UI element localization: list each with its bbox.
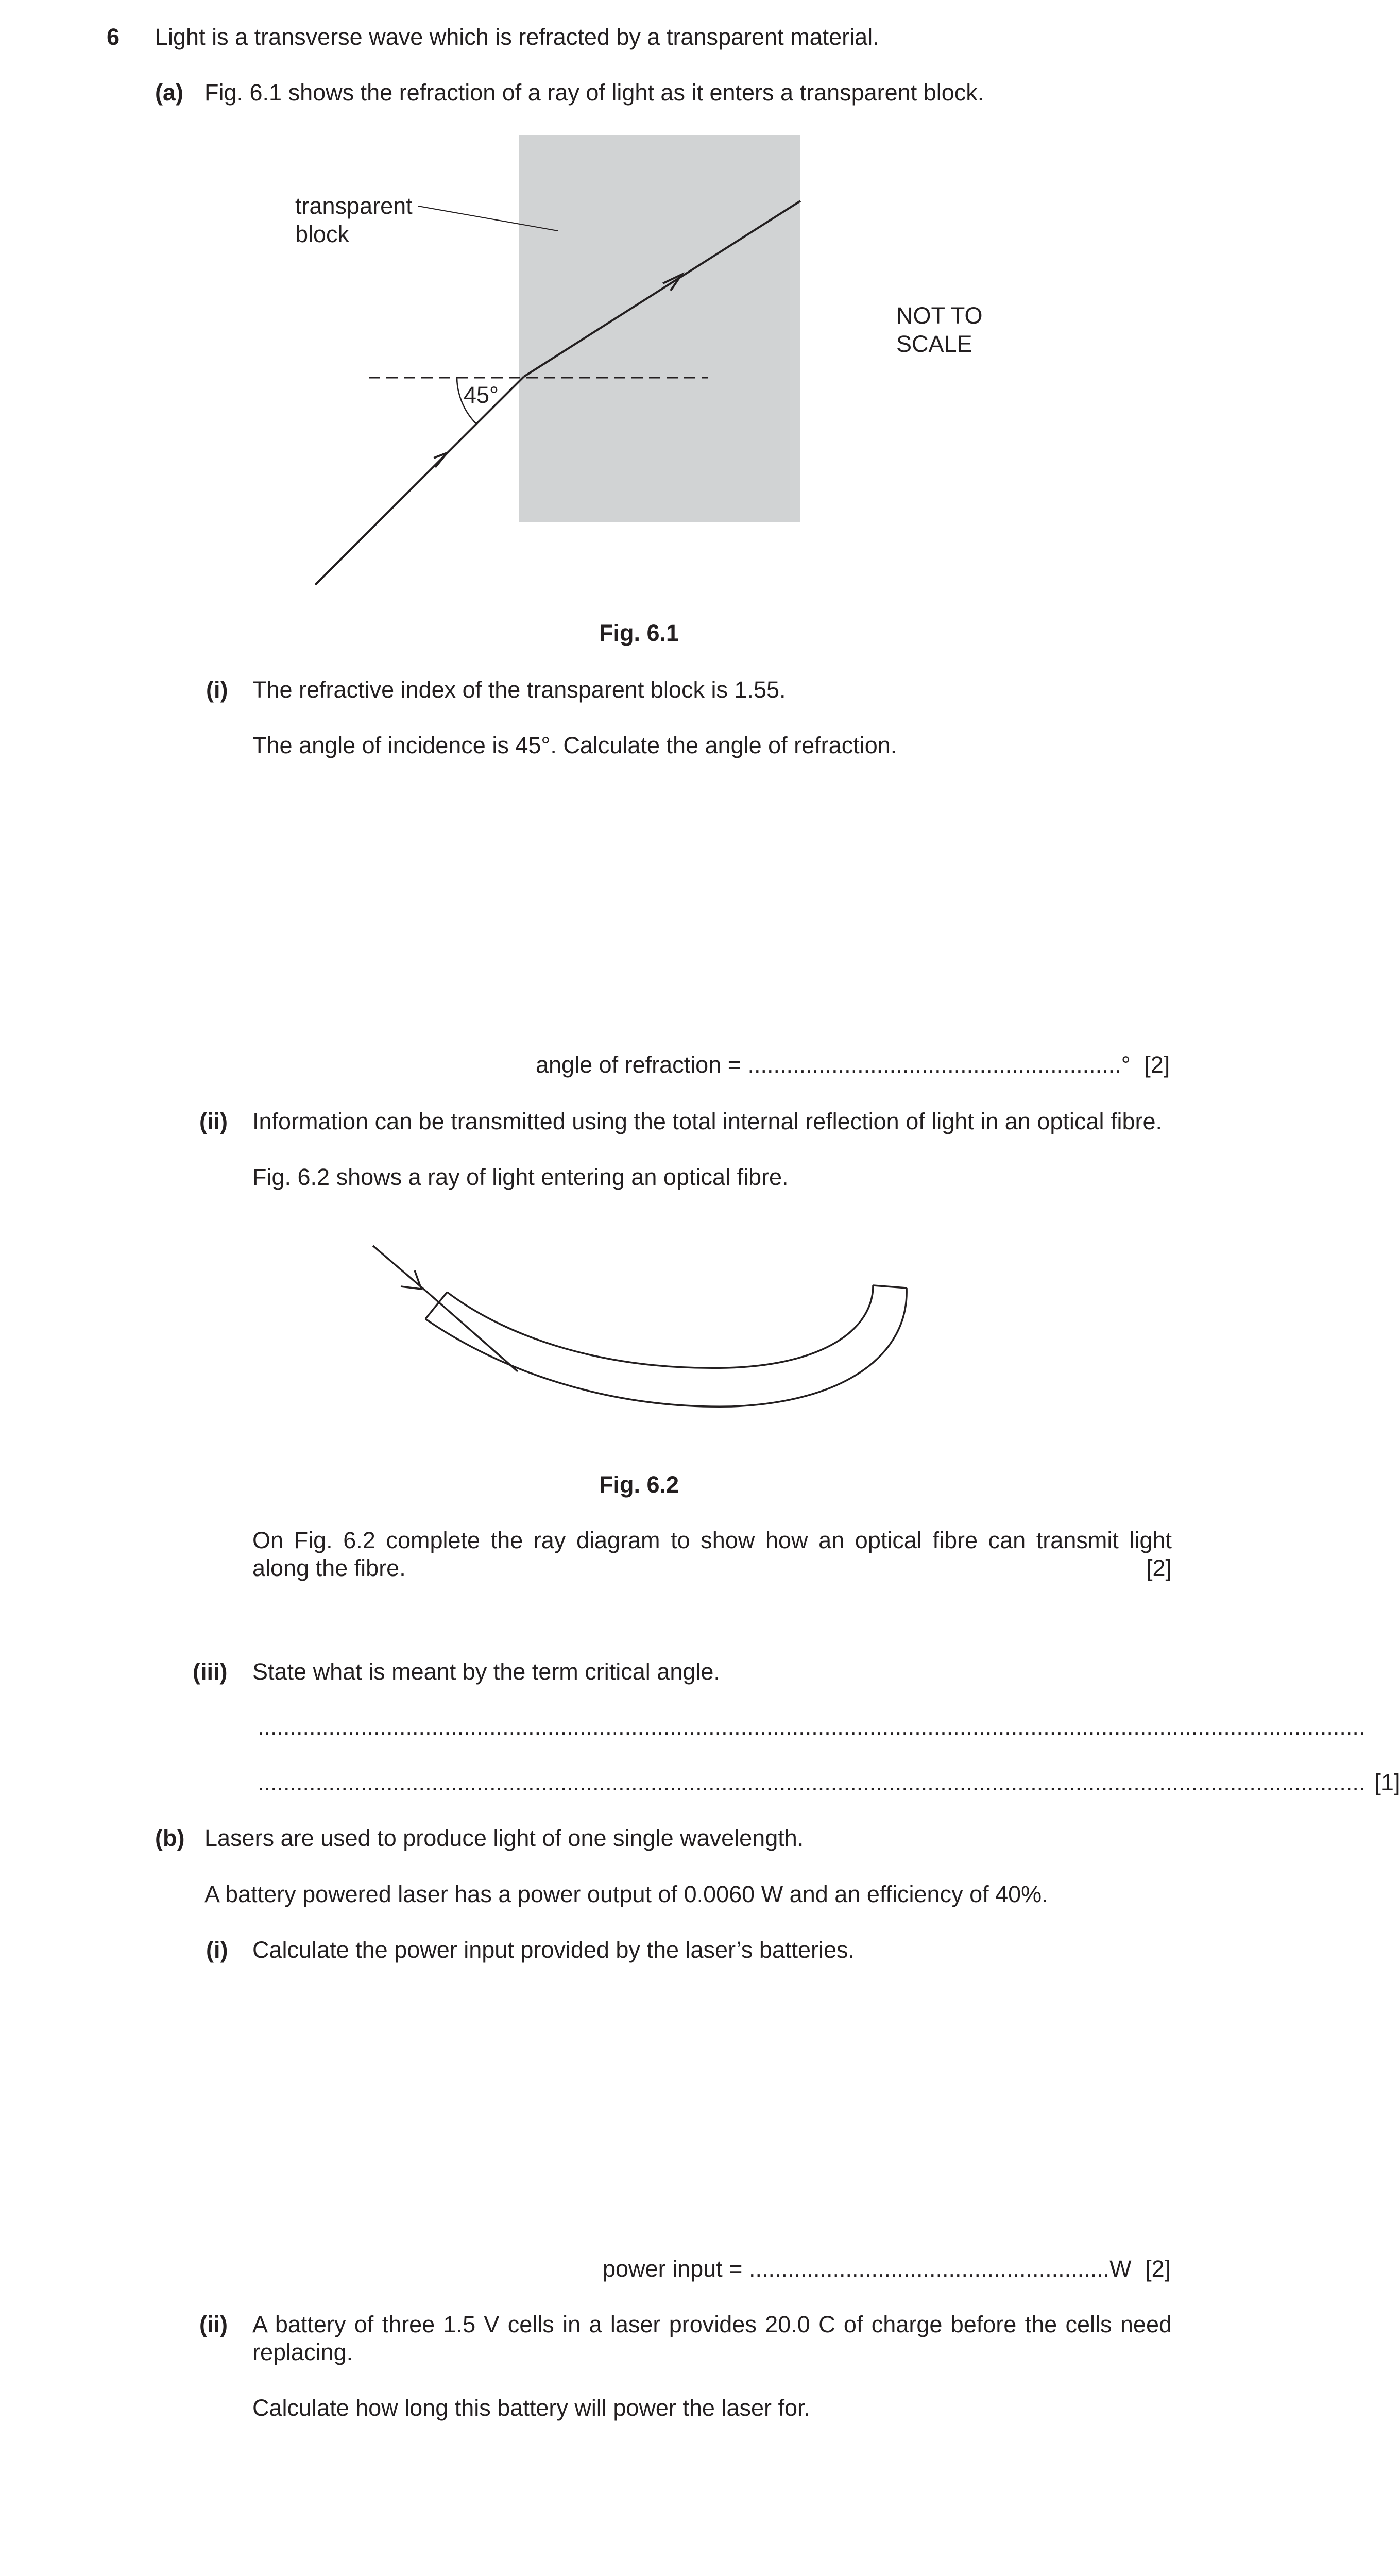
angle-of-refraction-answer-space[interactable]: .......................................................... bbox=[747, 1052, 1121, 1078]
watt-unit: W bbox=[1109, 2256, 1132, 2282]
not-to-scale-line2: SCALE bbox=[896, 331, 972, 357]
a-i-label: (i) bbox=[206, 676, 228, 703]
a-i-line2: The angle of incidence is 45°. Calculate the angle of refraction. bbox=[252, 732, 897, 758]
a-i-marks: [2] bbox=[1144, 1052, 1170, 1078]
b-ii-text bbox=[252, 2311, 1172, 2366]
a-ii-instruction bbox=[252, 1527, 1172, 1582]
a-iii-answer-row-1[interactable] bbox=[258, 1713, 1365, 1741]
b-ii-line2: replacing. bbox=[252, 2339, 353, 2365]
power-input-label: power input = bbox=[603, 2256, 743, 2282]
b-ii-label: (ii) bbox=[199, 2311, 228, 2337]
angle-of-refraction-label: angle of refraction = bbox=[536, 1052, 742, 1078]
part-a-text: Fig. 6.1 shows the refraction of a ray of light as it enters a transparent block. bbox=[204, 79, 984, 106]
part-b-line2: A battery powered laser has a power output of 0.0060 W and an efficiency of 40%. bbox=[204, 1881, 1048, 1907]
b-i-label: (i) bbox=[206, 1937, 228, 1963]
a-ii-instr-line2: along the fibre. bbox=[252, 1555, 406, 1581]
fig-6-1-caption: Fig. 6.1 bbox=[599, 620, 679, 646]
a-ii-label: (ii) bbox=[199, 1108, 228, 1134]
figure-6-1-drawing bbox=[0, 0, 1278, 618]
ray-in-fibre bbox=[425, 1291, 518, 1371]
a-i-answer-line bbox=[536, 1051, 1170, 1079]
b-i-marks: [2] bbox=[1145, 2256, 1171, 2282]
a-iii-answer-dots-1[interactable]: ............................................................................................................................................................................ bbox=[258, 1714, 1365, 1740]
a-ii-line2: Fig. 6.2 shows a ray of light entering an optical fibre. bbox=[252, 1164, 789, 1190]
part-b-line1: Lasers are used to produce light of one single wavelength. bbox=[204, 1825, 804, 1851]
a-iii-answer-row-2[interactable] bbox=[258, 1769, 1400, 1797]
a-ii-marks: [2] bbox=[1146, 1555, 1172, 1581]
block-label-line2: block bbox=[295, 221, 350, 247]
question-number: 6 bbox=[107, 24, 120, 50]
a-iii-marks: [1] bbox=[1374, 1769, 1400, 1795]
fig-6-2-caption: Fig. 6.2 bbox=[599, 1471, 679, 1498]
a-ii-instr-line1: On Fig. 6.2 complete the ray diagram to show how an optical fibre can transmit light bbox=[252, 1527, 1172, 1553]
b-i-answer-line bbox=[603, 2255, 1171, 2283]
angle-label: 45° bbox=[464, 382, 499, 408]
power-input-answer-space[interactable]: ........................................................ bbox=[748, 2256, 1110, 2282]
b-ii-line1: A battery of three 1.5 V cells in a laser provides 20.0 C of charge before the cells need bbox=[252, 2311, 1172, 2337]
fibre-right-end bbox=[873, 1285, 907, 1288]
degree-unit: ° bbox=[1121, 1052, 1131, 1078]
a-iii-answer-dots-2[interactable]: ............................................................................................................................................................................ bbox=[258, 1769, 1365, 1795]
a-i-line1: The refractive index of the transparent block is 1.55. bbox=[252, 676, 786, 703]
fibre-inner-wall bbox=[447, 1285, 873, 1368]
b-i-line1: Calculate the power input provided by the laser’s batteries. bbox=[252, 1937, 855, 1963]
transparent-block bbox=[519, 135, 800, 522]
incoming-ray bbox=[373, 1246, 425, 1291]
a-ii-line1: Information can be transmitted using the total internal reflection of light in an optical fibre. bbox=[252, 1108, 1162, 1134]
b-ii-line3: Calculate how long this battery will power the laser for. bbox=[252, 2395, 811, 2421]
a-iii-line1: State what is meant by the term critical angle. bbox=[252, 1658, 720, 1685]
fibre-left-end bbox=[425, 1292, 447, 1319]
a-iii-label: (iii) bbox=[193, 1658, 228, 1685]
fibre-outer-wall bbox=[425, 1288, 907, 1406]
block-label-line1: transparent bbox=[295, 193, 413, 219]
part-a-label: (a) bbox=[155, 79, 183, 106]
part-b-label: (b) bbox=[155, 1825, 185, 1851]
fibre-ray-arrow bbox=[401, 1270, 421, 1289]
question-intro: Light is a transverse wave which is refracted by a transparent material. bbox=[155, 24, 879, 50]
not-to-scale-line1: NOT TO bbox=[896, 302, 983, 329]
a-ii-instr-line2-row bbox=[252, 1554, 1172, 1582]
incident-arrow bbox=[434, 453, 447, 467]
